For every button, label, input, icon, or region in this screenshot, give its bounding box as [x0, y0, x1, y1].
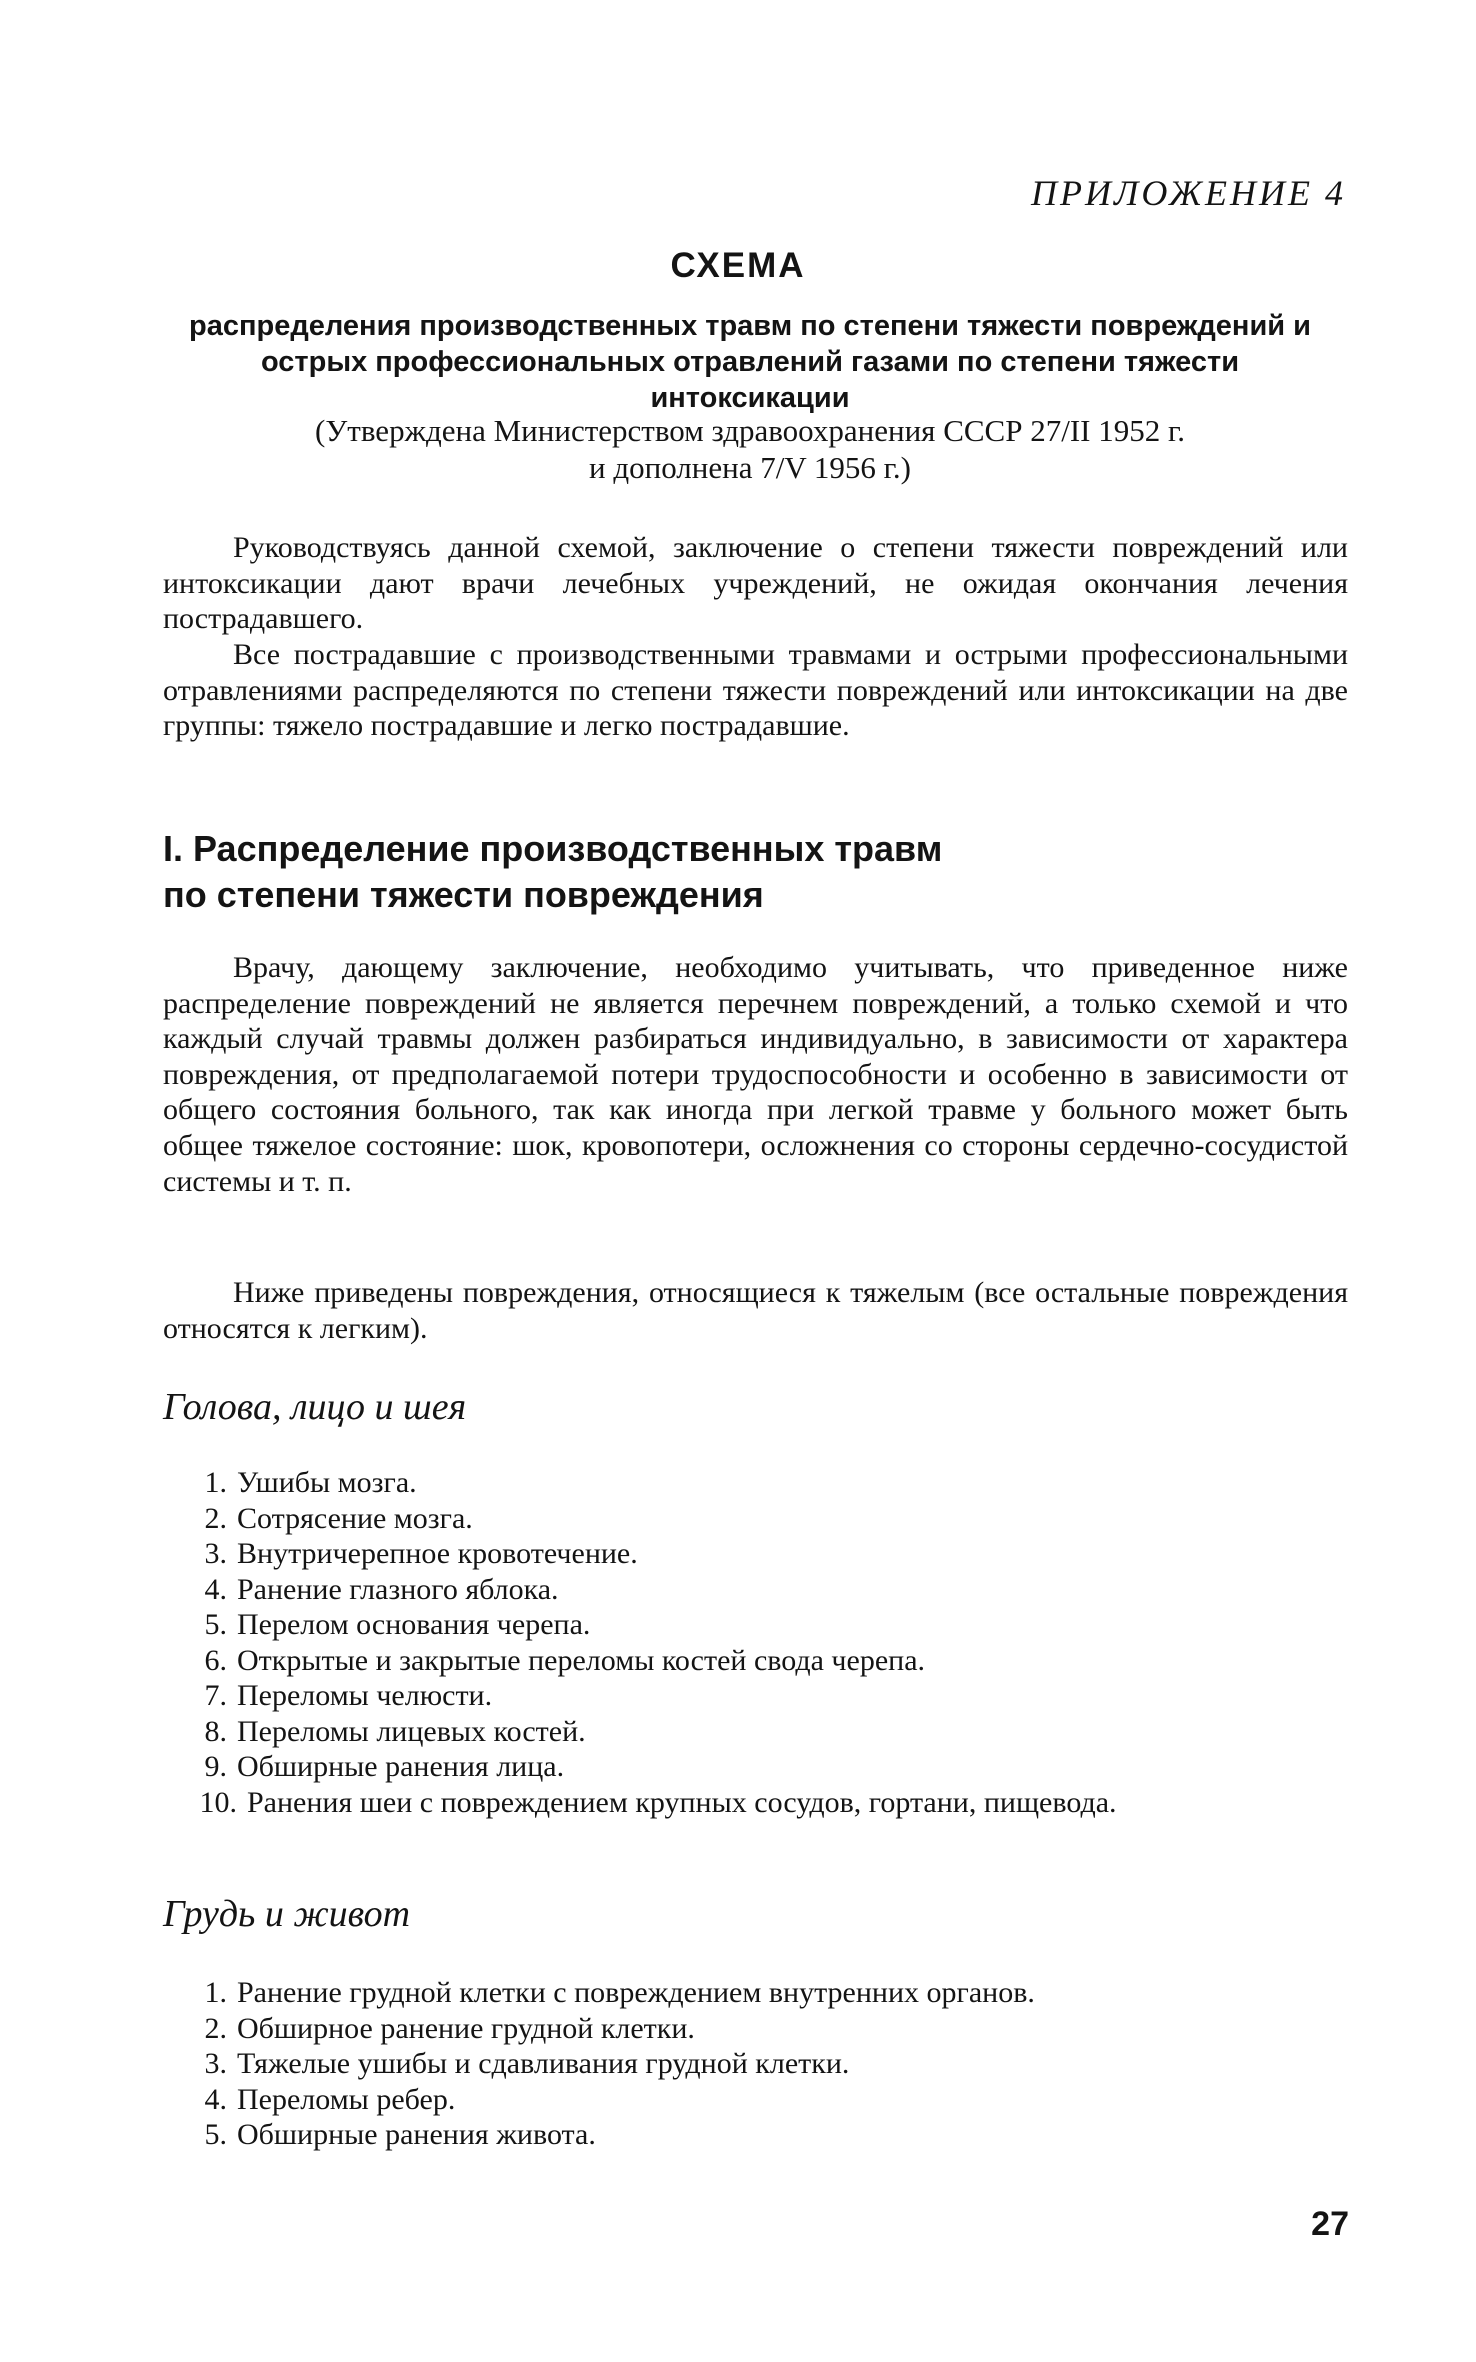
appendix-label: ПРИЛОЖЕНИЕ 4	[1031, 173, 1346, 213]
list-item-number: 4.	[204, 2082, 227, 2116]
section-1-heading-line-1: I. Распределение производственных травм	[163, 828, 943, 869]
approval-line-1: (Утверждена Министерством здравоохранения СССР 27/II 1952 г.	[315, 413, 1185, 448]
list-item-number: 1.	[204, 1466, 227, 1499]
section-1-paragraph-1: Врачу, дающему заключение, необходимо учитывать, что приведенное ниже распределение повреждений не является перечнем повреждений, а только схемой и что каждый случай травмы должен разбираться индивидуально, в зависимости от характера повреждения, от предполагаемой потери трудоспособности и особенно в зависимости от общего состояния больного, так как иногда при легкой травме у больного может быть общее тяжелое состояние: шок, кровопотери, осложнения со стороны сердечно-сосудистой системы и т. п.	[163, 951, 1348, 1198]
list-item-number: 9.	[204, 1750, 227, 1783]
list-item-number: 1.	[204, 1976, 227, 2009]
list-item	[163, 1536, 1348, 1572]
list-item	[163, 1785, 1348, 1821]
list-item-text: Сотрясение мозга.	[237, 1501, 473, 1535]
list-item-number: 10.	[199, 1785, 237, 1819]
list-item-number: 6.	[204, 1643, 227, 1677]
list-item-number: 5.	[204, 1608, 227, 1641]
approval-note	[160, 412, 1340, 486]
approval-line-2: и дополнена 7/V 1956 г.)	[589, 450, 911, 485]
chest-abdomen-list	[163, 1975, 1348, 2153]
head-face-neck-heading: Голова, лицо и шея	[163, 1386, 467, 1428]
list-item	[163, 1572, 1348, 1608]
list-item-text: Переломы челюсти.	[237, 1679, 493, 1712]
section-1-heading-line-2: по степени тяжести повреждения	[163, 874, 764, 915]
list-item	[163, 1678, 1348, 1714]
list-item-text: Ушибы мозга.	[237, 1466, 417, 1499]
list-item	[163, 1501, 1348, 1537]
list-item	[163, 1465, 1348, 1501]
list-item	[163, 2011, 1348, 2047]
list-item-text: Тяжелые ушибы и сдавливания грудной клетки.	[237, 2047, 850, 2080]
list-item	[163, 1607, 1348, 1643]
page-number: 27	[1311, 2205, 1349, 2243]
list-item-number: 2.	[204, 2011, 227, 2045]
list-item-number: 5.	[204, 2118, 227, 2151]
list-item-number: 2.	[204, 1501, 227, 1535]
list-item-number: 7.	[204, 1679, 227, 1712]
list-item-text: Перелом основания черепа.	[237, 1608, 591, 1641]
list-item	[163, 2117, 1348, 2153]
section-1-paragraph-2: Ниже приведены повреждения, относящиеся к тяжелым (все остальные повреждения относятся к легким).	[163, 1276, 1348, 1345]
list-item-text: Обширные ранения живота.	[237, 2118, 596, 2151]
list-item	[163, 2082, 1348, 2118]
list-item-text: Ранение грудной клетки с повреждением внутренних органов.	[237, 1976, 1035, 2009]
chest-abdomen-heading: Грудь и живот	[163, 1893, 411, 1935]
intro-paragraph-2: Все пострадавшие с производственными травмами и острыми профессиональными отравлениями распределяются по степени тяжести повреждений или интоксикации на две группы: тяжело пострадавшие и легко пострадавшие.	[163, 638, 1348, 743]
intro-paragraph-1: Руководствуясь данной схемой, заключение о степени тяжести повреждений или интоксикации дают врачи лечебных учреждений, не ожидая окончания лечения пострадавшего.	[163, 531, 1348, 636]
list-item-text: Ранение глазного яблока.	[237, 1572, 559, 1606]
list-item-text: Обширное ранение грудной клетки.	[237, 2011, 695, 2045]
scheme-title: СХЕМА	[670, 246, 806, 285]
list-item-text: Переломы лицевых костей.	[237, 1714, 586, 1748]
list-item-number: 3.	[204, 1537, 227, 1570]
list-item-number: 4.	[204, 1572, 227, 1606]
list-item	[163, 1975, 1348, 2011]
list-item	[163, 1714, 1348, 1750]
list-item	[163, 1749, 1348, 1785]
list-item-text: Ранения шеи с повреждением крупных сосудов, гортани, пищевода.	[247, 1785, 1117, 1819]
list-item-text: Переломы ребер.	[237, 2082, 456, 2116]
list-item-number: 8.	[204, 1714, 227, 1748]
list-item	[163, 2046, 1348, 2082]
list-item-number: 3.	[204, 2047, 227, 2080]
list-item-text: Внутричерепное кровотечение.	[237, 1537, 638, 1570]
section-1-heading	[163, 826, 1263, 918]
list-item-text: Открытые и закрытые переломы костей свода черепа.	[237, 1643, 926, 1677]
scheme-subtitle: распределения производственных травм по степени тяжести повреждений и острых профессиональных отравлений газами по степени тяжести интоксикации	[189, 310, 1311, 414]
head-face-neck-list	[163, 1465, 1348, 1820]
list-item	[163, 1643, 1348, 1679]
list-item-text: Обширные ранения лица.	[237, 1750, 565, 1783]
